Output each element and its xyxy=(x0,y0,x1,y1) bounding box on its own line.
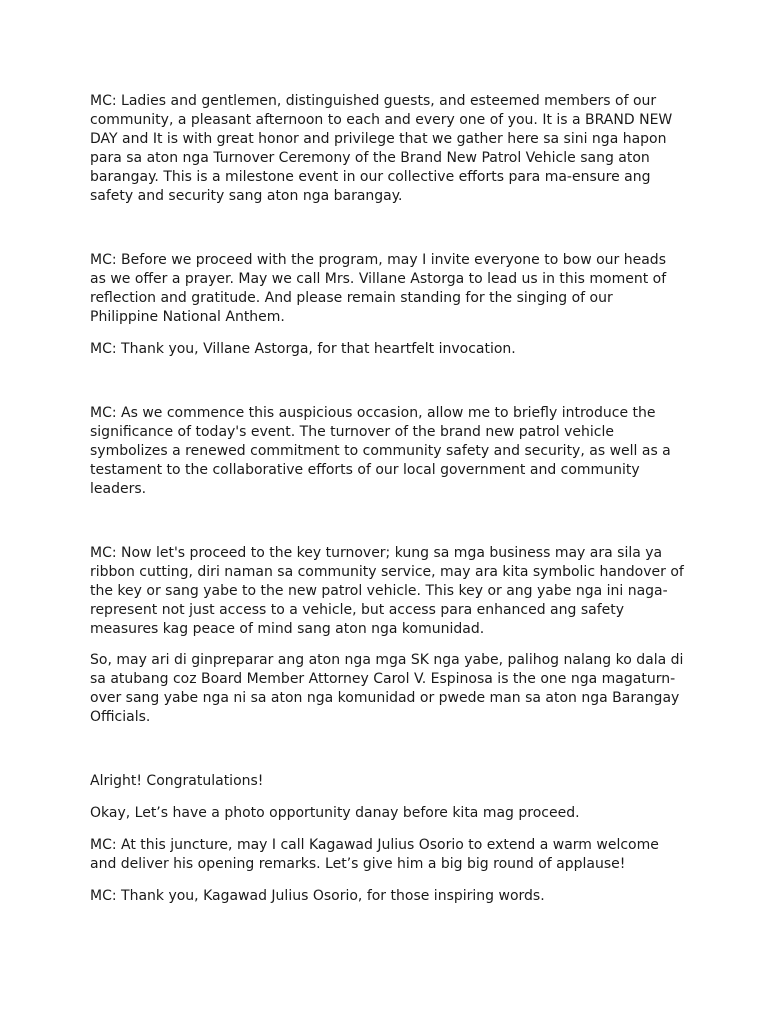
photo-opportunity-paragraph: Okay, Let’s have a photo opportunity danay before kita mag proceed. xyxy=(90,805,580,821)
mc-thanks-invocation-paragraph: MC: Thank you, Villane Astorga, for that heartfelt invocation. xyxy=(90,341,516,357)
sk-key-preparation-paragraph: So, may ari di ginpreparar ang aton nga mga SK nga yabe, palihog nalang ko dala di sa atubang coz Board Member Attorney Carol V. Espinosa is the one nga magaturn- over sang yabe nga ni sa aton nga komunidad or pwede man sa aton nga Barangay Officials. xyxy=(90,652,684,725)
mc-thanks-kagawad-paragraph: MC: Thank you, Kagawad Julius Osorio, for those inspiring words. xyxy=(90,888,545,904)
mc-opening-paragraph: MC: Ladies and gentlemen, distinguished guests, and esteemed members of our community, a pleasant afternoon to each and every one of you. It is a BRAND NEW DAY and It is with great honor and privilege that we gather here sa sini nga hapon para sa aton nga Turnover Ceremony of the Brand New Patrol Vehicle sang aton barangay. This is a milestone event in our collective efforts para ma-ensure ang safety and security sang aton nga barangay. xyxy=(90,93,673,204)
congratulations-paragraph: Alright! Congratulations! xyxy=(90,773,264,789)
mc-significance-paragraph: MC: As we commence this auspicious occasion, allow me to briefly introduce the significance of today's event. The turnover of the brand new patrol vehicle symbolizes a renewed commitment to community safety and security, as well as a testament to the collaborative efforts of our local government and community leaders. xyxy=(90,405,671,497)
mc-key-turnover-paragraph: MC: Now let's proceed to the key turnover; kung sa mga business may ara sila ya ribbon cutting, diri naman sa community service, may ara kita symbolic handover of the key or sang yabe to the new patrol vehicle. This key or ang yabe nga ini naga- represent not just access to a vehicle, but access para enhanced ang safety measures kag peace of mind sang aton nga komunidad. xyxy=(90,545,684,637)
mc-prayer-invitation-paragraph: MC: Before we proceed with the program, may I invite everyone to bow our heads as we offer a prayer. May we call Mrs. Villane Astorga to lead us in this moment of reflection and gratitude. And please remain standing for the singing of our Philippine National Anthem. xyxy=(90,252,667,325)
mc-opening-remarks-call-paragraph: MC: At this juncture, may I call Kagawad Julius Osorio to extend a warm welcome and deliver his opening remarks. Let’s give him a big big round of applause! xyxy=(90,837,659,872)
